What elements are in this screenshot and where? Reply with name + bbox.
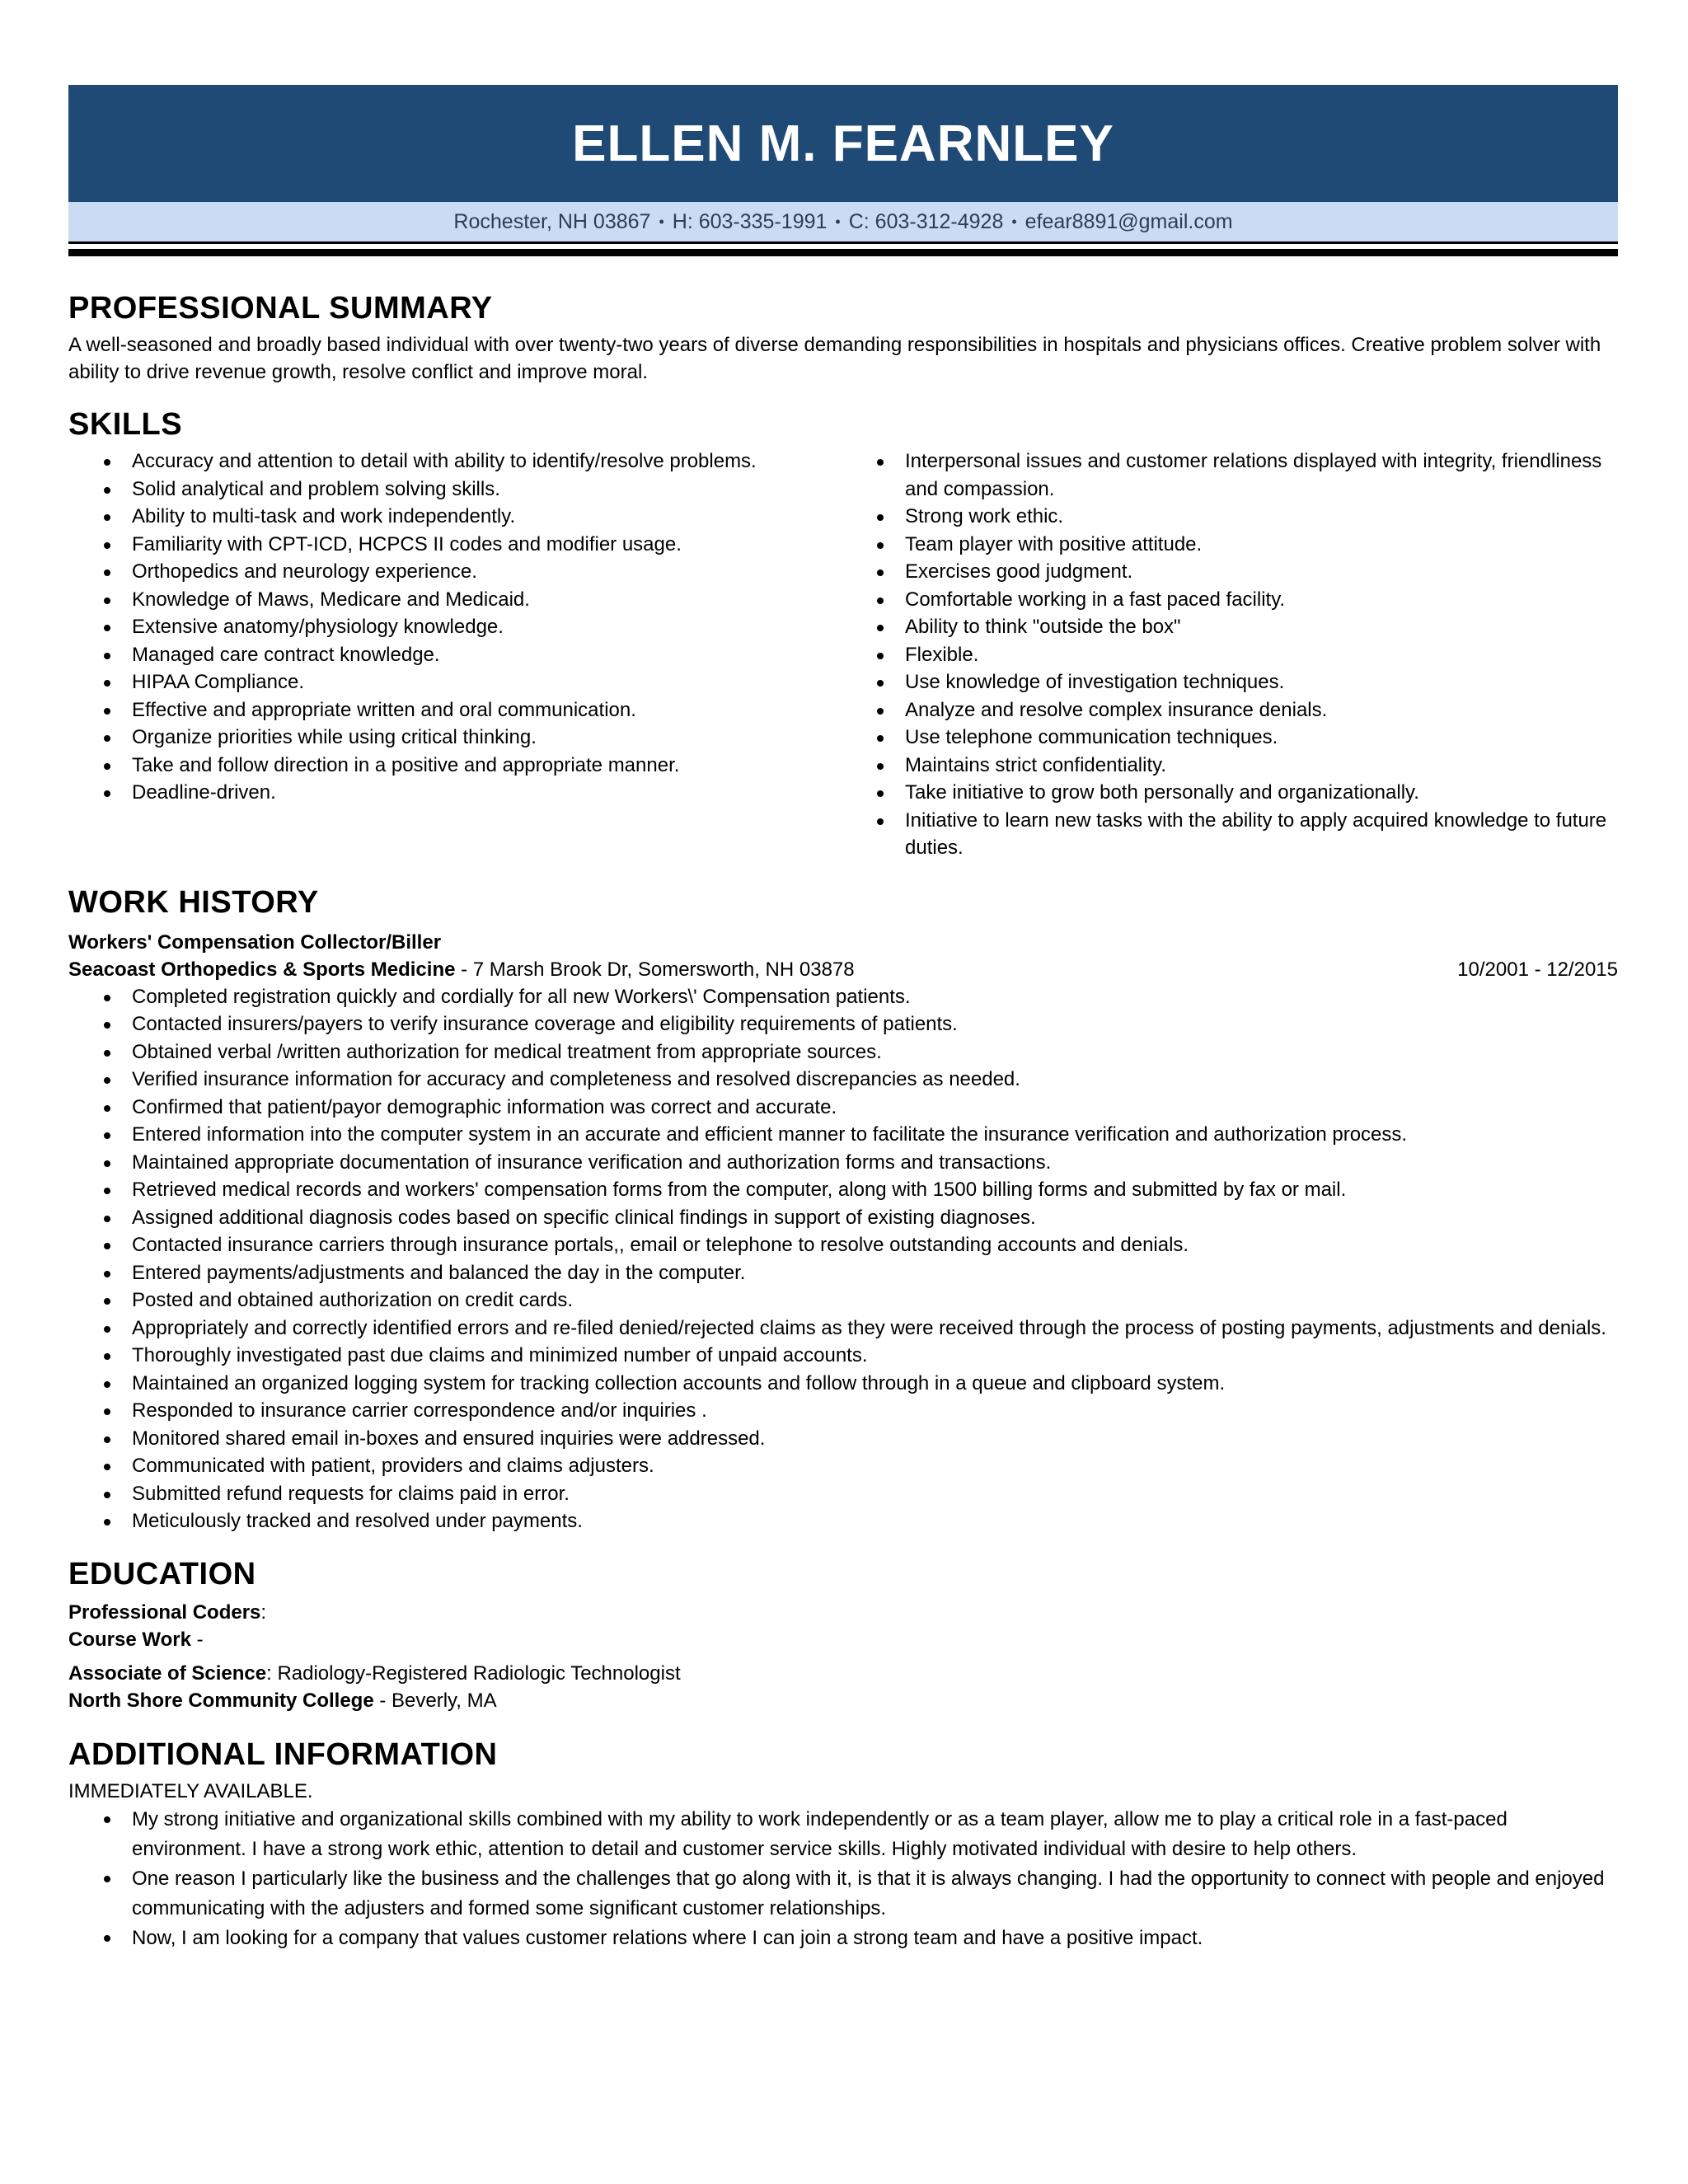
job-duty-item: Retrieved medical records and workers' compensation forms from the computer, along with 1500 billing forms and submitted by fax or mail. bbox=[68, 1176, 1618, 1204]
education-degree-line bbox=[68, 1599, 1618, 1626]
education-school: North Shore Community College bbox=[68, 1689, 374, 1712]
job-employer-line bbox=[68, 956, 1618, 983]
skills-list-right bbox=[842, 448, 1618, 862]
education-degree: Professional Coders bbox=[68, 1601, 261, 1624]
skill-item: Use knowledge of investigation techniques. bbox=[842, 668, 1618, 696]
skill-item: Deadline-driven. bbox=[68, 779, 842, 807]
job-duty-item: Obtained verbal /written authorization for medical treatment from appropriate sources. bbox=[68, 1038, 1618, 1066]
skills-heading: SKILLS bbox=[68, 407, 183, 442]
contact-home-phone: H: 603-335-1991 bbox=[672, 209, 828, 233]
skill-item: Take initiative to grow both personally and organizationally. bbox=[842, 779, 1618, 807]
work-history-heading: WORK HISTORY bbox=[68, 884, 319, 920]
skill-item: Comfortable working in a fast paced facility. bbox=[842, 586, 1618, 614]
education-school-detail: - bbox=[190, 1628, 204, 1651]
skill-item: Extensive anatomy/physiology knowledge. bbox=[68, 613, 842, 641]
education-school-line bbox=[68, 1626, 1618, 1653]
skill-item: Use telephone communication techniques. bbox=[842, 724, 1618, 752]
contact-separator: • bbox=[1011, 213, 1017, 230]
skill-item: Effective and appropriate written and oral communication. bbox=[68, 696, 842, 724]
summary-section bbox=[68, 291, 1618, 386]
job-duty-item: Submitted refund requests for claims paid in error. bbox=[68, 1480, 1618, 1508]
job-duty-item: Verified insurance information for accuracy and completeness and resolved discrepancies as needed. bbox=[68, 1066, 1618, 1094]
job-duty-item: Meticulously tracked and resolved under payments. bbox=[68, 1507, 1618, 1535]
job-duty-item: Entered payments/adjustments and balanced the day in the computer. bbox=[68, 1259, 1618, 1287]
job-duty-item: Thoroughly investigated past due claims and minimized number of unpaid accounts. bbox=[68, 1342, 1618, 1370]
name-banner bbox=[68, 85, 1618, 202]
skill-item: Maintains strict confidentiality. bbox=[842, 752, 1618, 780]
contact-address: Rochester, NH 03867 bbox=[453, 209, 651, 233]
additional-info-item: One reason I particularly like the business and the challenges that go along with it, is that it is always changing. I had the opportunity to connect with people and enjoyed communicating with the adjusters and formed some significant customer relationships. bbox=[68, 1864, 1618, 1924]
skill-item: Ability to multi-task and work independently. bbox=[68, 503, 842, 531]
summary-text: A well-seasoned and broadly based individual with over twenty-two years of diverse demanding responsibilities in hospitals and physicians offices. Creative problem solver with ability to drive revenue growth, resolve conflict and improve moral. bbox=[68, 334, 1601, 383]
education-degree-detail: : Radiology-Registered Radiologic Technologist bbox=[266, 1661, 681, 1685]
education-section bbox=[68, 1557, 1618, 1714]
skill-item: Exercises good judgment. bbox=[842, 558, 1618, 586]
header-rule-thin bbox=[68, 241, 1618, 244]
additional-info-item: My strong initiative and organizational skills combined with my ability to work independently or as a team player, allow me to play a critical role in a fast-paced environment. I have a strong work ethic, attention to detail and customer service skills. Highly motivated individual with desire to help others. bbox=[68, 1805, 1618, 1864]
skill-item: Interpersonal issues and customer relations displayed with integrity, friendliness and compassion. bbox=[842, 448, 1618, 503]
education-entry bbox=[68, 1599, 1618, 1653]
job-employer: Seacoast Orthopedics & Sports Medicine bbox=[68, 958, 456, 981]
skill-item: Flexible. bbox=[842, 641, 1618, 669]
candidate-name: ELLEN M. FEARNLEY bbox=[572, 115, 1114, 172]
job-duty-item: Maintained an organized logging system for tracking collection accounts and follow through in a queue and clipboard system. bbox=[68, 1370, 1618, 1398]
job-duty-item: Maintained appropriate documentation of insurance verification and authorization forms and transactions. bbox=[68, 1149, 1618, 1177]
skill-item: Analyze and resolve complex insurance denials. bbox=[842, 696, 1618, 724]
contact-bar bbox=[68, 202, 1618, 241]
job-duty-item: Posted and obtained authorization on credit cards. bbox=[68, 1286, 1618, 1315]
additional-info-intro: IMMEDIATELY AVAILABLE. bbox=[68, 1779, 313, 1802]
education-degree-line bbox=[68, 1660, 1618, 1687]
skill-item: Accuracy and attention to detail with ability to identify/resolve problems. bbox=[68, 448, 842, 476]
skill-item: Strong work ethic. bbox=[842, 503, 1618, 531]
education-degree: Associate of Science bbox=[68, 1661, 267, 1685]
education-school-detail: - Beverly, MA bbox=[373, 1689, 497, 1712]
additional-info-section bbox=[68, 1737, 1618, 1953]
skill-item: Knowledge of Maws, Medicare and Medicaid. bbox=[68, 586, 842, 614]
work-history-section bbox=[68, 885, 1618, 1535]
skill-item: Team player with positive attitude. bbox=[842, 531, 1618, 559]
job-dates: 10/2001 - 12/2015 bbox=[1457, 958, 1618, 981]
summary-heading: PROFESSIONAL SUMMARY bbox=[68, 291, 493, 326]
skill-item: Solid analytical and problem solving skills. bbox=[68, 476, 842, 504]
contact-cell-phone: C: 603-312-4928 bbox=[848, 209, 1004, 233]
skills-list-left bbox=[68, 448, 842, 862]
job-duty-item: Entered information into the computer system in an accurate and efficient manner to facilitate the insurance verification and authorization process. bbox=[68, 1121, 1618, 1149]
job-duty-item: Confirmed that patient/payor demographic information was correct and accurate. bbox=[68, 1094, 1618, 1122]
job-duty-item: Contacted insurance carriers through insurance portals,, email or telephone to resolve outstanding accounts and denials. bbox=[68, 1231, 1618, 1259]
job-location: - 7 Marsh Brook Dr, Somersworth, NH 03878 bbox=[455, 958, 855, 981]
job-duty-item: Completed registration quickly and cordially for all new Workers\' Compensation patients. bbox=[68, 983, 1618, 1011]
skills-columns bbox=[68, 448, 1618, 862]
job-duties-list bbox=[68, 983, 1618, 1535]
contact-email: efear8891@gmail.com bbox=[1025, 209, 1233, 233]
job-duty-item: Responded to insurance carrier correspondence and/or inquiries . bbox=[68, 1397, 1618, 1425]
education-entry bbox=[68, 1660, 1618, 1714]
resume-page bbox=[68, 85, 1618, 1953]
job-employer-block bbox=[68, 956, 855, 983]
header-rule-thick bbox=[68, 249, 1618, 256]
additional-info-item: Now, I am looking for a company that values customer relations where I can join a strong team and have a positive impact. bbox=[68, 1924, 1618, 1953]
skill-item: Organize priorities while using critical thinking. bbox=[68, 724, 842, 752]
contact-separator: • bbox=[659, 213, 664, 230]
job-duty-item: Monitored shared email in-boxes and ensured inquiries were addressed. bbox=[68, 1425, 1618, 1453]
job-duty-item: Assigned additional diagnosis codes based on specific clinical findings in support of existing diagnoses. bbox=[68, 1204, 1618, 1232]
job-duty-item: Communicated with patient, providers and claims adjusters. bbox=[68, 1452, 1618, 1480]
additional-info-list bbox=[68, 1805, 1618, 1953]
education-degree-detail: : bbox=[260, 1601, 267, 1624]
education-school-line bbox=[68, 1687, 1618, 1714]
skill-item: Ability to think "outside the box" bbox=[842, 613, 1618, 641]
job-title: Workers' Compensation Collector/Biller bbox=[68, 930, 442, 954]
skill-item: Orthopedics and neurology experience. bbox=[68, 558, 842, 586]
skills-section bbox=[68, 407, 1618, 862]
skill-item: Managed care contract knowledge. bbox=[68, 641, 842, 669]
contact-separator: • bbox=[835, 213, 841, 230]
job-duty-item: Contacted insurers/payers to verify insurance coverage and eligibility requirements of patients. bbox=[68, 1010, 1618, 1038]
additional-info-heading: ADDITIONAL INFORMATION bbox=[68, 1736, 498, 1772]
skill-item: HIPAA Compliance. bbox=[68, 668, 842, 696]
skill-item: Take and follow direction in a positive and appropriate manner. bbox=[68, 752, 842, 780]
skill-item: Initiative to learn new tasks with the ability to apply acquired knowledge to future duties. bbox=[842, 807, 1618, 862]
job-duty-item: Appropriately and correctly identified errors and re-filed denied/rejected claims as they were received through the process of posting payments, adjustments and denials. bbox=[68, 1315, 1618, 1343]
skill-item: Familiarity with CPT-ICD, HCPCS II codes and modifier usage. bbox=[68, 531, 842, 559]
education-school: Course Work bbox=[68, 1628, 191, 1651]
education-heading: EDUCATION bbox=[68, 1556, 256, 1591]
